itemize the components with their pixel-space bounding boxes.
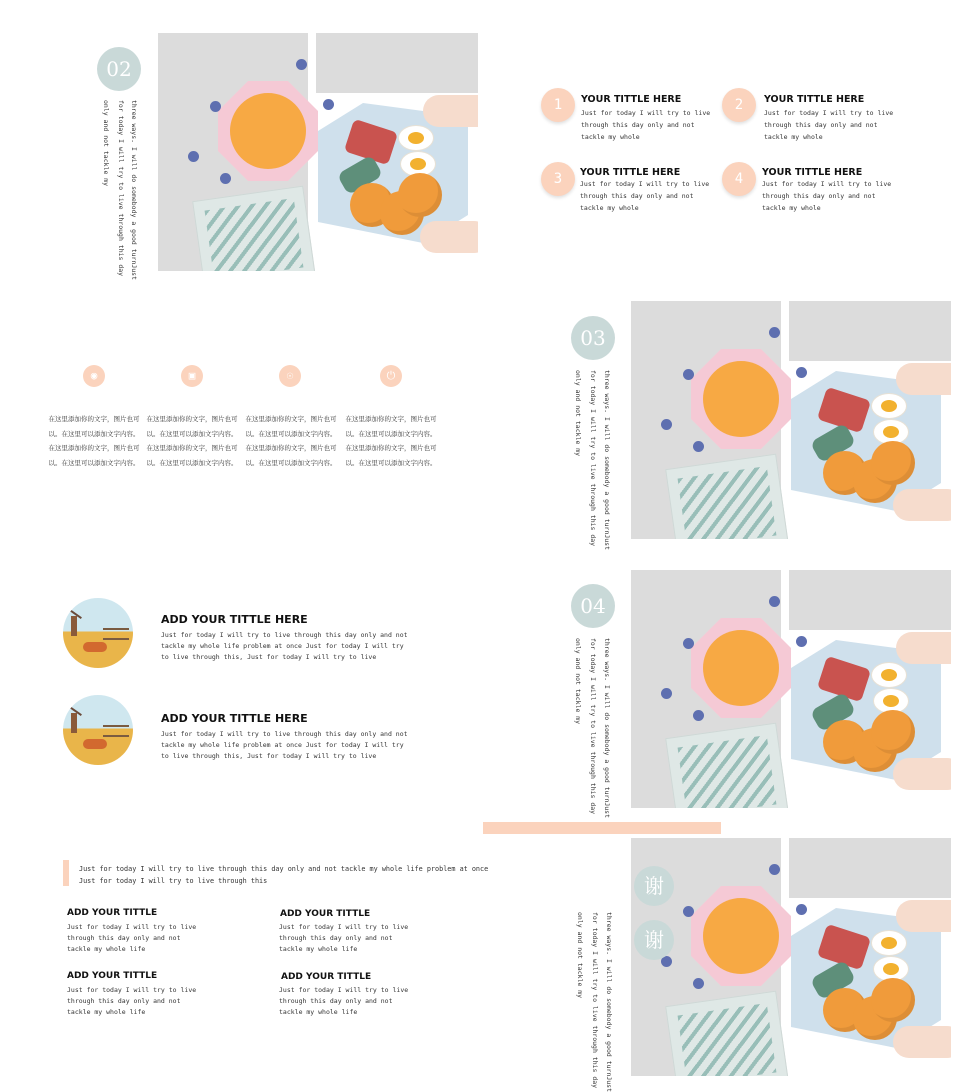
vertical-text-2: for today I will try to live through this day — [589, 638, 597, 815]
list-title-1: ADD YOUR TITTLE HERE — [161, 613, 308, 626]
grid-desc-1: Just for today I will try to live through this day only and not tackle my whole life — [67, 923, 197, 953]
food-illustration — [631, 838, 951, 1076]
vertical-text-2: for today I will try to live through this day — [589, 370, 597, 547]
section-number-badge: 04 — [571, 584, 615, 628]
column-text-4: 在这里添加你的文字，图片也可以。在这里可以添加文字内容。在这里添加你的文字，图片也可以。在这里可以添加文字内容。 — [345, 415, 437, 467]
item-title-4: YOUR TITTLE HERE — [762, 167, 863, 178]
section-number-badge: 02 — [97, 47, 141, 91]
number-badge-3: 3 — [541, 162, 575, 196]
list-title-2: ADD YOUR TITTLE HERE — [161, 712, 308, 725]
column-text-2: 在这里添加你的文字，图片也可以。在这里可以添加文字内容。在这里添加你的文字，图片也可以。在这里可以添加文字内容。 — [146, 415, 238, 467]
gift-icon: ◉ — [83, 365, 105, 387]
quote-line-1: Just for today I will try to live through this day only and not tackle my whole life problem at once — [79, 865, 489, 873]
number-badge-2: 2 — [722, 88, 756, 122]
vertical-text-1: three ways. I will do somebody a good turnJust — [603, 370, 611, 551]
food-illustration — [631, 570, 951, 808]
item-desc-4: Just for today I will try to live through this day only and not tackle my whole — [762, 180, 892, 212]
vertical-text-1: three ways. I will do somebody a good turnJust — [603, 638, 611, 819]
trophy-icon: ☉ — [279, 365, 301, 387]
item-desc-3: Just for today I will try to live through this day only and not tackle my whole — [580, 180, 710, 212]
food-illustration — [631, 301, 951, 539]
item-desc-2: Just for today I will try to live through this day only and not tackle my whole — [764, 109, 894, 141]
grid-title-1: ADD YOUR TITTLE — [67, 908, 158, 918]
countryside-image-2 — [63, 695, 133, 765]
column-text-3: 在这里添加你的文字，图片也可以。在这里可以添加文字内容。在这里添加你的文字，图片也可以。在这里可以添加文字内容。 — [245, 415, 337, 467]
countryside-image-1 — [63, 598, 133, 668]
vertical-text-3: only and not tackle my — [574, 638, 582, 725]
thanks-char-1: 谢 — [634, 866, 674, 906]
item-desc-1: Just for today I will try to live through this day only and not tackle my whole — [581, 109, 711, 141]
list-desc-2: Just for today I will try to live through this day only and not tackle my whole life problem at once Just for today I will try to live through this, Just for today I will try to live — [161, 730, 408, 760]
vertical-text-3: only and not tackle my — [102, 100, 110, 187]
number-badge-1: 1 — [541, 88, 575, 122]
item-title-1: YOUR TITTLE HERE — [581, 94, 682, 105]
item-title-2: YOUR TITTLE HERE — [764, 94, 865, 105]
grid-title-2: ADD YOUR TITTLE — [280, 909, 371, 919]
list-desc-1: Just for today I will try to live through this day only and not tackle my whole life problem at once Just for today I will try to live through this, Just for today I will try to live — [161, 631, 408, 661]
vertical-text-2: for today I will try to live through this day — [117, 100, 125, 277]
food-illustration — [158, 33, 478, 271]
grid-desc-4: Just for today I will try to live through this day only and not tackle my whole life — [279, 986, 409, 1016]
item-title-3: YOUR TITTLE HERE — [580, 167, 681, 178]
grid-title-4: ADD YOUR TITTLE — [281, 972, 372, 982]
grid-title-3: ADD YOUR TITTLE — [67, 971, 158, 981]
section-number-badge: 03 — [571, 316, 615, 360]
vertical-text-2: for today I will try to live through this day — [591, 912, 599, 1089]
quote-accent-bar — [63, 860, 69, 886]
vertical-text-3: only and not tackle my — [574, 370, 582, 457]
vertical-text-1: three ways. I will do somebody a good turnJust — [130, 100, 138, 281]
vertical-text-1: three ways. I will do somebody a good turnJust — [605, 912, 613, 1092]
power-icon: ⏻ — [380, 365, 402, 387]
vertical-text-3: only and not tackle my — [576, 912, 584, 999]
grid-desc-2: Just for today I will try to live through this day only and not tackle my whole life — [279, 923, 409, 953]
decorative-bar — [483, 822, 721, 834]
column-text-1: 在这里添加你的文字，图片也可以。在这里可以添加文字内容。在这里添加你的文字，图片也可以。在这里可以添加文字内容。 — [48, 415, 140, 467]
number-badge-4: 4 — [722, 162, 756, 196]
thanks-char-2: 谢 — [634, 920, 674, 960]
quote-line-2: Just for today I will try to live through this — [79, 877, 268, 885]
grid-desc-3: Just for today I will try to live through this day only and not tackle my whole life — [67, 986, 197, 1016]
briefcase-icon: ▣ — [181, 365, 203, 387]
